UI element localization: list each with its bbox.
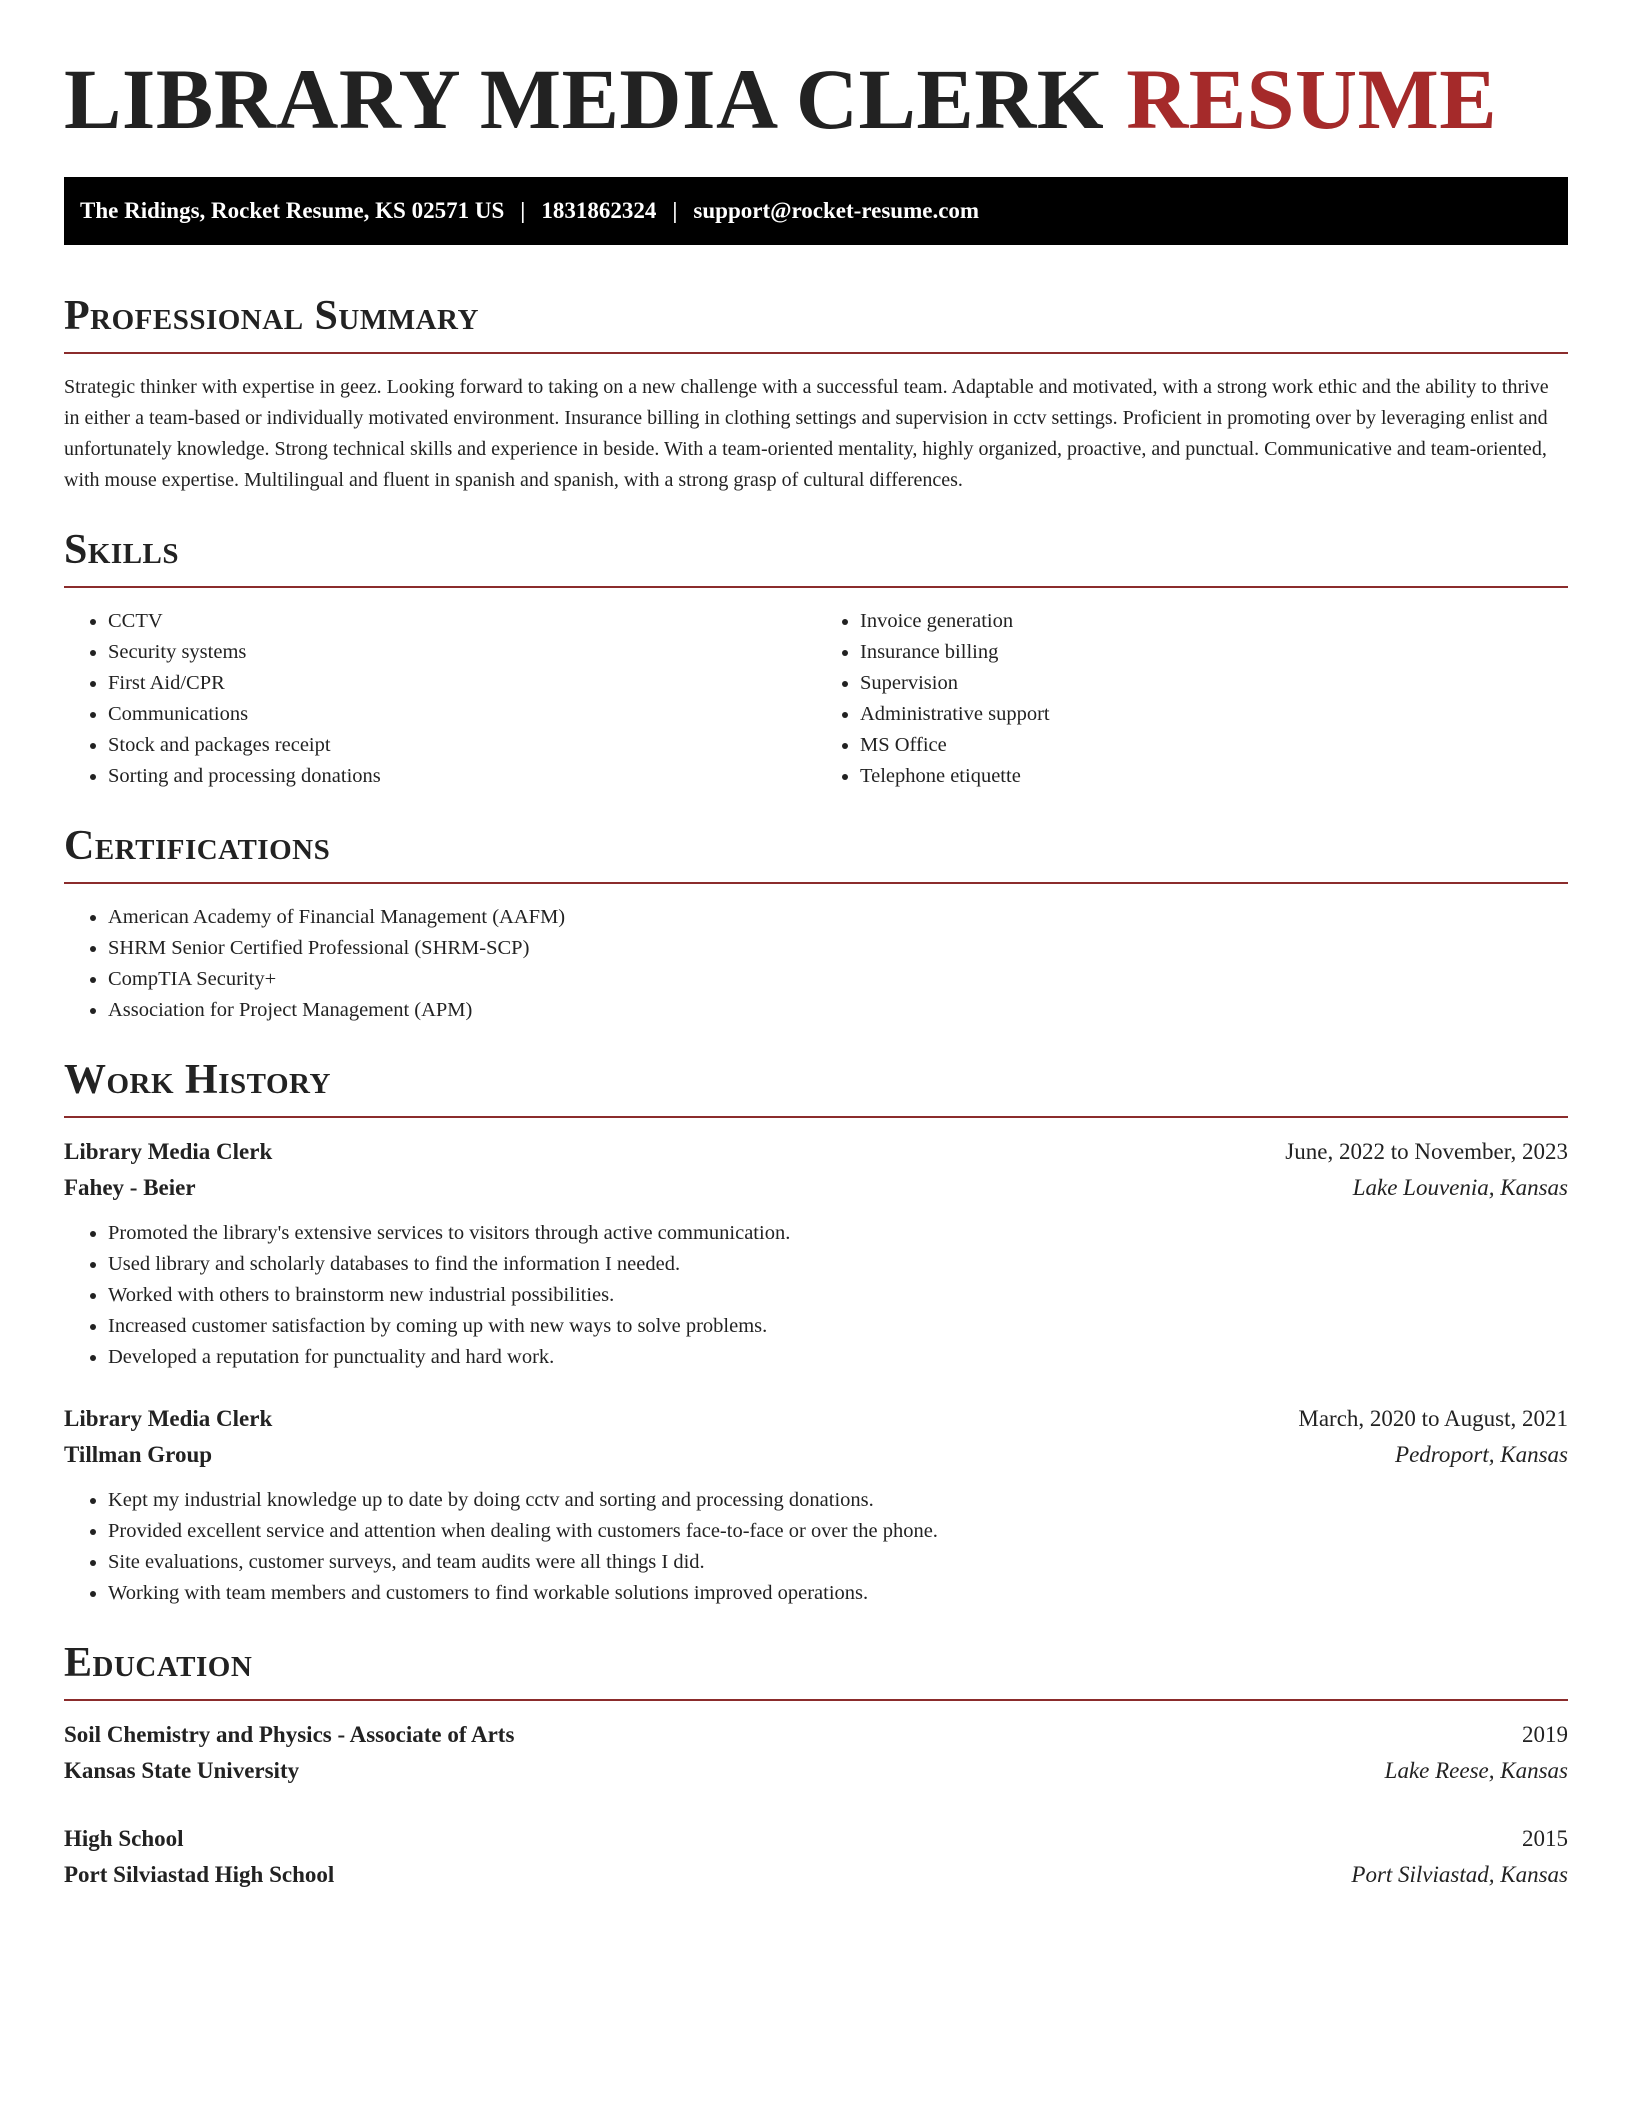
- job-duties: [64, 1218, 1568, 1373]
- skill-item: • Stock and packages receipt: [108, 730, 816, 761]
- job-duty: • Provided excellent service and attention when dealing with customers face-to-face or over the phone.: [108, 1516, 1568, 1547]
- education-school: Port Silviastad High School: [64, 1862, 335, 1887]
- skill-item: • Communications: [108, 699, 816, 730]
- section-divider: [64, 882, 1568, 884]
- skills-section: [64, 529, 1568, 792]
- job-duty: • Site evaluations, customer surveys, and team audits were all things I did.: [108, 1547, 1568, 1578]
- resume-title: [64, 51, 1568, 147]
- skill-item: • First Aid/CPR: [108, 668, 816, 699]
- title-main: LIBRARY MEDIA CLERK: [64, 51, 1105, 147]
- skill-item: • Supervision: [860, 668, 1568, 699]
- section-title-summary: Professional Summary: [64, 293, 479, 339]
- job-duty: • Promoted the library's extensive services to visitors through active communication.: [108, 1218, 1568, 1249]
- certifications-list: [64, 902, 1568, 1026]
- summary-text: Strategic thinker with expertise in geez. Looking forward to taking on a new challenge with a successful team. Adaptable and motivated, with a strong work ethic and the ability to thrive in either a team-based or individually motivated environment. Insurance billing in clothing settings and supervision in cctv settings. Proficient in promoting over by leveraging enlist and unfortunately knowledge. Strong technical skills and experience in beside. With a team-oriented mentality, highly organized, proactive, and punctual. Communicative and team-oriented, with mouse expertise. Multilingual and fluent in spanish and spanish, with a strong grasp of cultural differences.: [64, 376, 1549, 491]
- job-company: Tillman Group: [64, 1442, 213, 1467]
- summary-section: [64, 295, 1568, 496]
- skill-item: • Administrative support: [860, 699, 1568, 730]
- contact-email: support@rocket-resume.com: [693, 198, 980, 223]
- job-company: Fahey - Beier: [64, 1175, 196, 1200]
- job-subheader: [64, 1437, 1568, 1473]
- job-duty: • Worked with others to brainstorm new industrial possibilities.: [108, 1280, 1568, 1311]
- job-location: Pedroport, Kansas: [1395, 1442, 1568, 1467]
- work-section: [64, 1059, 1568, 1609]
- job-entry: [64, 1134, 1568, 1373]
- job-dates: June, 2022 to November, 2023: [1285, 1139, 1568, 1164]
- contact-bar: [64, 177, 1568, 245]
- education-subheader: [64, 1857, 1568, 1893]
- skill-item: • Security systems: [108, 637, 816, 668]
- job-subheader: [64, 1170, 1568, 1206]
- job-header: [64, 1401, 1568, 1437]
- job-duty: • Increased customer satisfaction by coming up with new ways to solve problems.: [108, 1311, 1568, 1342]
- job-duty: • Kept my industrial knowledge up to date by doing cctv and sorting and processing donations.: [108, 1485, 1568, 1516]
- education-section: [64, 1642, 1568, 1893]
- education-year: 2019: [1522, 1722, 1568, 1747]
- section-title-certifications: Certifications: [64, 823, 331, 869]
- skill-item: • MS Office: [860, 730, 1568, 761]
- education-school: Kansas State University: [64, 1758, 300, 1783]
- education-entry: [64, 1717, 1568, 1789]
- skills-list-right: [816, 606, 1568, 792]
- education-year: 2015: [1522, 1826, 1568, 1851]
- skills-list-left: [64, 606, 816, 792]
- education-degree: Soil Chemistry and Physics - Associate of Arts: [64, 1722, 515, 1747]
- job-duty: • Developed a reputation for punctuality and hard work.: [108, 1342, 1568, 1373]
- certification-item: • CompTIA Security+: [108, 964, 1568, 995]
- education-entry: [64, 1821, 1568, 1893]
- skill-item: • Insurance billing: [860, 637, 1568, 668]
- skill-item: • CCTV: [108, 606, 816, 637]
- job-dates: March, 2020 to August, 2021: [1298, 1406, 1568, 1431]
- certifications-section: [64, 825, 1568, 1026]
- job-duty: • Used library and scholarly databases to find the information I needed.: [108, 1249, 1568, 1280]
- skill-item: • Invoice generation: [860, 606, 1568, 637]
- section-divider: [64, 352, 1568, 354]
- skill-item: • Sorting and processing donations: [108, 761, 816, 792]
- education-subheader: [64, 1753, 1568, 1789]
- contact-separator: |: [672, 198, 678, 223]
- certification-item: • American Academy of Financial Management (AAFM): [108, 902, 1568, 933]
- education-header: [64, 1717, 1568, 1753]
- section-title-work: Work History: [64, 1057, 331, 1103]
- job-title: Library Media Clerk: [64, 1139, 273, 1164]
- education-location: Lake Reese, Kansas: [1384, 1758, 1568, 1783]
- job-location: Lake Louvenia, Kansas: [1352, 1175, 1568, 1200]
- contact-phone: 1831862324: [541, 198, 657, 223]
- section-divider: [64, 1116, 1568, 1118]
- title-accent: RESUME: [1126, 51, 1498, 147]
- job-header: [64, 1134, 1568, 1170]
- section-title-education: Education: [64, 1640, 253, 1686]
- certification-item: • Association for Project Management (APM): [108, 995, 1568, 1026]
- education-location: Port Silviastad, Kansas: [1351, 1862, 1568, 1887]
- job-title: Library Media Clerk: [64, 1406, 273, 1431]
- skill-item: • Telephone etiquette: [860, 761, 1568, 792]
- section-title-skills: Skills: [64, 527, 180, 573]
- job-entry: [64, 1401, 1568, 1609]
- section-divider: [64, 1699, 1568, 1701]
- education-degree: High School: [64, 1826, 184, 1851]
- contact-address: The Ridings, Rocket Resume, KS 02571 US: [80, 198, 505, 223]
- job-duty: • Working with team members and customers to find workable solutions improved operations.: [108, 1578, 1568, 1609]
- contact-separator: |: [520, 198, 526, 223]
- job-duties: [64, 1485, 1568, 1609]
- certification-item: • SHRM Senior Certified Professional (SHRM-SCP): [108, 933, 1568, 964]
- skills-grid: [64, 588, 1568, 792]
- education-header: [64, 1821, 1568, 1857]
